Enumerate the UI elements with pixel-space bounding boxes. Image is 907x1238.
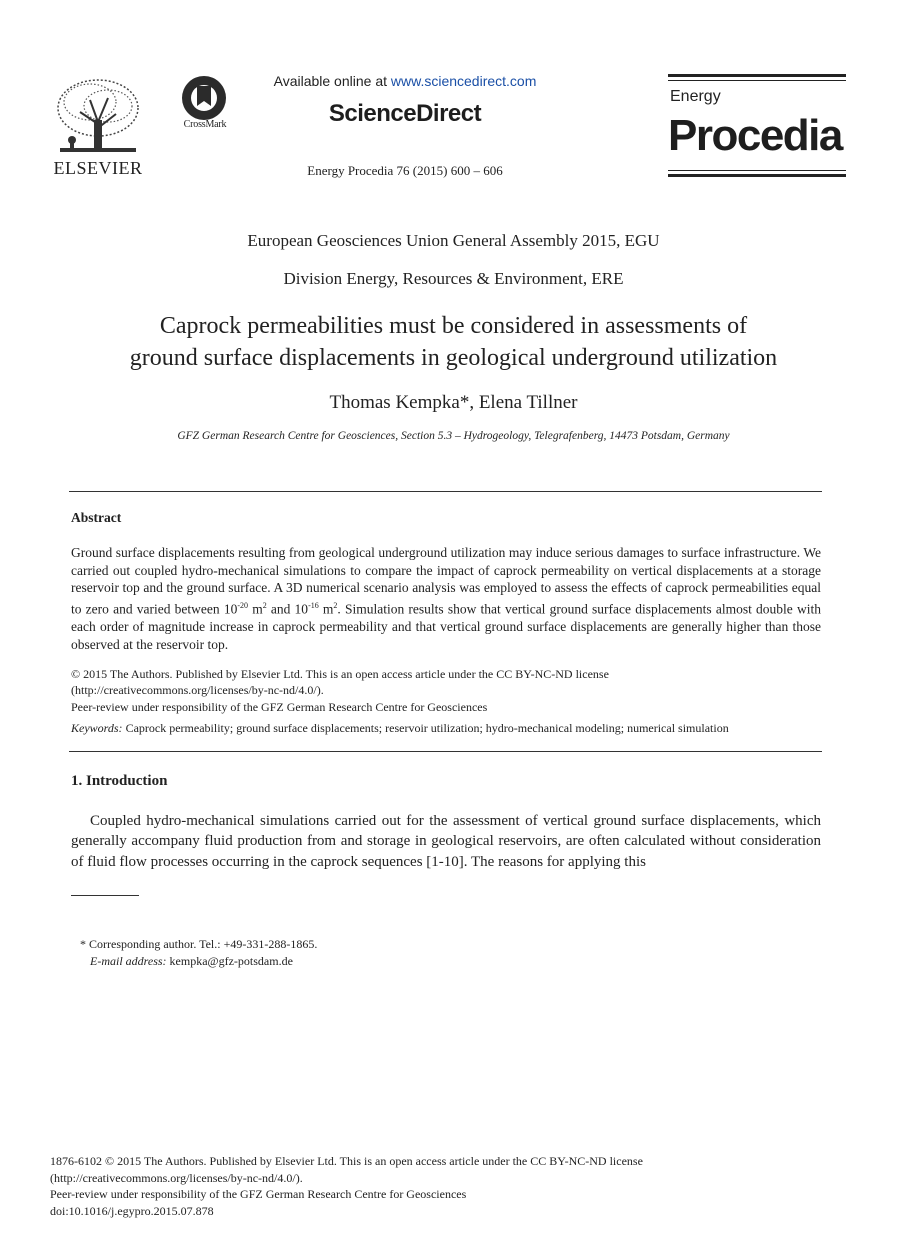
- footnote-divider: [71, 895, 139, 896]
- affiliation: GFZ German Research Centre for Geosciences, Section 5.3 – Hydrogeology, Telegrafenberg, 14473 Potsdam, Germany: [177, 430, 730, 442]
- footer-doi[interactable]: doi:10.1016/j.egypro.2015.07.878: [50, 1203, 214, 1218]
- footer-issn-line: 1876-6102 © 2015 The Authors. Published by Elsevier Ltd. This is an open access article under the CC BY-NC-ND license: [50, 1154, 643, 1168]
- email-line: [80, 953, 317, 970]
- page-footer: [50, 1153, 850, 1219]
- abstract-text: Ground surface displacements resulting from geological underground utilization may induce serious damages to surface infrastructure. We carried out coupled hydro-mechanical simulations to compare the impact of caprock permeability on vertical displacements at a storage reservoir top and the ground surface. A 3D numerical scenario analysis was employed to assess the effects of caprock permeabilities equal to zero and varied between $10^{-20}$ $m^2$ and $10^{-16}$ $m^2$. Simulation results show that vertical ground surface displacements almost double with each order of magnitude increase in caprock permeability and that vertical ground surface displacements are generally higher than those observed at the reservoir top.: [71, 545, 821, 653]
- sciencedirect-link[interactable]: www.sciencedirect.com: [390, 73, 537, 89]
- paper-title: [40, 310, 867, 374]
- introduction-text: Coupled hydro-mechanical simulations carried out for the assessment of vertical ground surface displacements, which generally accompany fluid production from and storage in geological reservoirs, are often calculated without consideration of fluid flow processes occurring in the caprock sequences [1-10]. The reasons for applying this: [71, 813, 821, 870]
- available-online-prefix: Available online at: [273, 73, 391, 89]
- keywords-list: Caprock permeability; ground surface displacements; reservoir utilization; hydro-mechanical modeling; numerical simulation: [122, 721, 729, 735]
- energy-procedia-logo: [668, 74, 846, 178]
- publisher-name: ELSEVIER: [53, 158, 143, 178]
- conference-line-2: Division Energy, Resources & Environment, ERE: [283, 269, 624, 288]
- introduction-heading: 1. Introduction: [71, 773, 168, 789]
- peer-review-note: Peer-review under responsibility of the GFZ German Research Centre for Geosciences: [71, 699, 488, 714]
- authors: Thomas Kempka*, Elena Tillner: [329, 392, 578, 413]
- email-label: E-mail address:: [90, 954, 167, 968]
- abstract-heading: Abstract: [71, 510, 122, 525]
- footer-peer-review: Peer-review under responsibility of the GFZ German Research Centre for Geosciences: [50, 1187, 467, 1201]
- journal-reference: Energy Procedia 76 (2015) 600 – 606: [307, 163, 503, 178]
- copyright-notice: [71, 666, 821, 715]
- divider-top: [69, 491, 822, 492]
- keywords-label: Keywords:: [71, 721, 123, 735]
- journal-logo-energy: Energy: [670, 88, 721, 105]
- footnote: [80, 936, 317, 970]
- footer-license-link[interactable]: (http://creativecommons.org/licenses/by-nc-nd/4.0/).: [50, 1170, 303, 1185]
- divider-bottom: [69, 751, 822, 752]
- title-line-2: ground surface displacements in geological underground utilization: [129, 345, 778, 371]
- available-online: [230, 73, 580, 89]
- conference-line-1: European Geosciences Union General Assembly 2015, EGU: [247, 231, 660, 250]
- keywords: [71, 721, 831, 736]
- copyright-line-1: © 2015 The Authors. Published by Elsevier Ltd. This is an open access article under the CC BY-NC-ND license: [71, 667, 609, 681]
- email-address[interactable]: kempka@gfz-potsdam.de: [166, 954, 293, 968]
- journal-logo-procedia: Procedia: [668, 111, 842, 160]
- crossmark-label: CrossMark: [183, 119, 227, 130]
- sciencedirect-logo: ScienceDirect: [328, 100, 482, 127]
- corresponding-author: * Corresponding author. Tel.: +49-331-288-1865.: [80, 937, 318, 951]
- license-link[interactable]: (http://creativecommons.org/licenses/by-nc-nd/4.0/).: [71, 683, 324, 698]
- title-line-1: Caprock permeabilities must be considered in assessments of: [159, 313, 748, 339]
